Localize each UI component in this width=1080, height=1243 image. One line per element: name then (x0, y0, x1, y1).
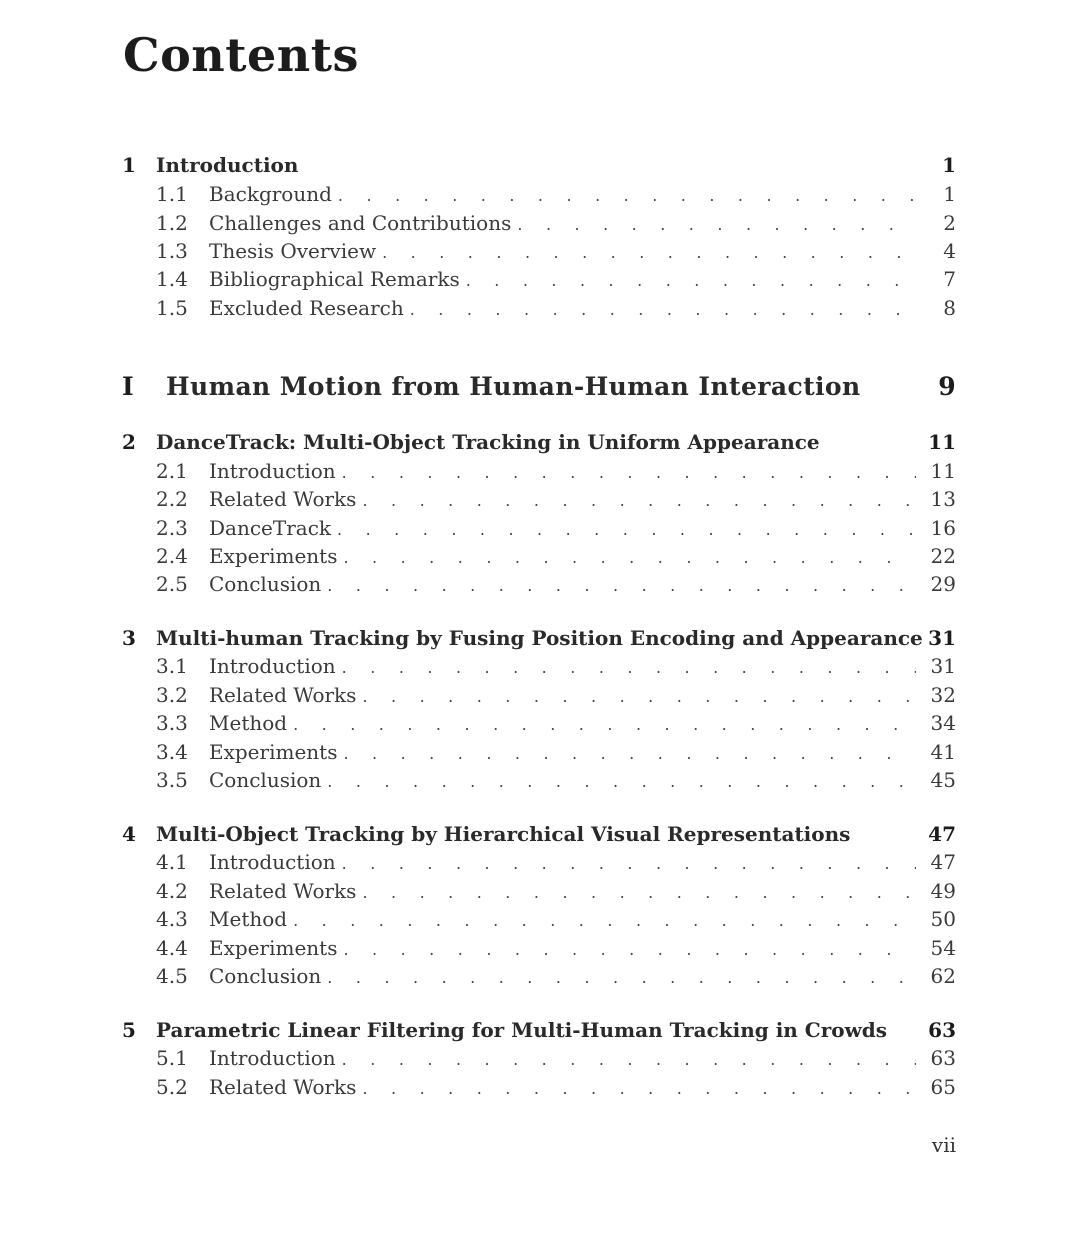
chapter-title: Introduction (156, 153, 299, 177)
section-number: 2.3 (156, 516, 188, 540)
section-title: Introduction (209, 459, 336, 483)
toc-section-2-3[interactable] (122, 514, 956, 542)
page-number: 32 (930, 683, 956, 707)
toc-section-4-2[interactable] (122, 877, 956, 905)
toc-section-1-2[interactable] (122, 209, 956, 237)
leader-dots (342, 1046, 916, 1074)
page-number: 63 (930, 1046, 956, 1070)
chapter-title: Multi-Object Tracking by Hierarchical Visual Representations (156, 822, 851, 846)
page-number: 22 (930, 544, 956, 568)
section-number: 3.1 (156, 654, 188, 678)
section-number: 2.5 (156, 572, 188, 596)
page-number: 34 (930, 711, 956, 735)
toc-chapter-3[interactable] (122, 624, 956, 652)
page-number: 2 (943, 211, 956, 235)
page-number: 11 (930, 459, 956, 483)
page-number: 11 (928, 430, 956, 454)
toc-section-5-1[interactable] (122, 1044, 956, 1072)
toc-section-1-5[interactable] (122, 294, 956, 322)
page-number: 47 (928, 822, 956, 846)
section-number: 3.4 (156, 740, 188, 764)
leader-dots (362, 487, 916, 515)
toc-section-4-1[interactable] (122, 848, 956, 876)
section-title: Method (209, 711, 288, 735)
chapter-title: Parametric Linear Filtering for Multi-Human Tracking in Crowds (156, 1018, 888, 1042)
section-number: 2.2 (156, 487, 188, 511)
chapter-number: 4 (122, 822, 136, 846)
leader-dots (362, 683, 916, 711)
section-number: 1.4 (156, 267, 188, 291)
toc-section-3-4[interactable] (122, 738, 956, 766)
page-number: 45 (930, 768, 956, 792)
page-number: 4 (943, 239, 956, 263)
section-title: Experiments (209, 936, 338, 960)
section-title: Conclusion (209, 572, 322, 596)
section-number: 4.1 (156, 850, 188, 874)
chapter-number: 1 (122, 153, 136, 177)
page-number: 47 (930, 850, 956, 874)
section-number: 2.4 (156, 544, 188, 568)
section-title: Excluded Research (209, 296, 404, 320)
section-title: Experiments (209, 544, 338, 568)
page-title: Contents (123, 28, 359, 82)
section-number: 3.3 (156, 711, 188, 735)
leader-dots (327, 768, 916, 796)
page-number: 54 (930, 936, 956, 960)
page-number: 63 (928, 1018, 956, 1042)
section-number: 1.5 (156, 296, 188, 320)
section-number: 2.1 (156, 459, 188, 483)
leader-dots (342, 654, 916, 682)
section-title: Related Works (209, 879, 357, 903)
section-title: Introduction (209, 1046, 336, 1070)
toc-section-1-1[interactable] (122, 180, 956, 208)
leader-dots (466, 267, 916, 295)
page-number: 49 (930, 879, 956, 903)
chapter-number: 5 (122, 1018, 136, 1042)
page-number: 8 (943, 296, 956, 320)
page-number: 31 (930, 654, 956, 678)
part-number: I (122, 372, 135, 401)
toc-chapter-5[interactable] (122, 1016, 956, 1044)
toc-section-3-3[interactable] (122, 709, 956, 737)
section-number: 4.2 (156, 879, 188, 903)
page-number: 13 (930, 487, 956, 511)
section-title: Challenges and Contributions (209, 211, 512, 235)
section-title: DanceTrack (209, 516, 332, 540)
section-title: Thesis Overview (209, 239, 377, 263)
leader-dots (343, 544, 916, 572)
section-number: 5.2 (156, 1075, 188, 1099)
section-title: Introduction (209, 654, 336, 678)
page-number: 62 (930, 964, 956, 988)
leader-dots (362, 1075, 916, 1103)
toc-section-3-1[interactable] (122, 652, 956, 680)
page-number: 50 (930, 907, 956, 931)
toc-section-3-2[interactable] (122, 681, 956, 709)
toc-section-1-3[interactable] (122, 237, 956, 265)
leader-dots (342, 850, 916, 878)
page-number: 29 (930, 572, 956, 596)
section-title: Related Works (209, 487, 357, 511)
toc-section-4-3[interactable] (122, 905, 956, 933)
section-number: 3.5 (156, 768, 188, 792)
toc-section-1-4[interactable] (122, 265, 956, 293)
leader-dots (410, 296, 916, 324)
chapter-number: 2 (122, 430, 136, 454)
toc-chapter-1[interactable] (122, 151, 956, 179)
page-number: 7 (943, 267, 956, 291)
section-number: 4.4 (156, 936, 188, 960)
toc-section-4-5[interactable] (122, 962, 956, 990)
page-number: 41 (930, 740, 956, 764)
section-number: 1.3 (156, 239, 188, 263)
toc-section-2-2[interactable] (122, 485, 956, 513)
section-number: 5.1 (156, 1046, 188, 1070)
chapter-title: Multi-human Tracking by Fusing Position Encoding and Appearance (156, 626, 923, 650)
toc-chapter-4[interactable] (122, 820, 956, 848)
page-folio: vii (931, 1133, 956, 1157)
leader-dots (293, 711, 916, 739)
page-number: 1 (942, 153, 956, 177)
page-number: 31 (928, 626, 956, 650)
section-number: 4.3 (156, 907, 188, 931)
section-title: Related Works (209, 683, 357, 707)
leader-dots (337, 516, 916, 544)
toc-chapter-2[interactable] (122, 428, 956, 456)
leader-dots (343, 936, 916, 964)
page-number: 16 (930, 516, 956, 540)
section-title: Related Works (209, 1075, 357, 1099)
chapter-title: DanceTrack: Multi-Object Tracking in Uniform Appearance (156, 430, 820, 454)
section-title: Experiments (209, 740, 338, 764)
page-number: 9 (938, 372, 956, 401)
toc-section-4-4[interactable] (122, 934, 956, 962)
toc-section-2-4[interactable] (122, 542, 956, 570)
toc-section-2-5[interactable] (122, 570, 956, 598)
section-number: 3.2 (156, 683, 188, 707)
section-title: Bibliographical Remarks (209, 267, 460, 291)
section-number: 1.1 (156, 182, 188, 206)
toc-part-1[interactable] (122, 370, 956, 404)
part-title: Human Motion from Human-Human Interaction (166, 372, 861, 401)
leader-dots (362, 879, 916, 907)
section-title: Introduction (209, 850, 336, 874)
toc-section-2-1[interactable] (122, 457, 956, 485)
toc-section-5-2[interactable] (122, 1073, 956, 1101)
section-title: Background (209, 182, 332, 206)
leader-dots (338, 182, 916, 210)
leader-dots (343, 740, 916, 768)
chapter-number: 3 (122, 626, 136, 650)
section-number: 1.2 (156, 211, 188, 235)
section-title: Conclusion (209, 768, 322, 792)
leader-dots (342, 459, 916, 487)
section-title: Conclusion (209, 964, 322, 988)
leader-dots (517, 211, 916, 239)
leader-dots (382, 239, 916, 267)
leader-dots (327, 964, 916, 992)
leader-dots (293, 907, 916, 935)
toc-section-3-5[interactable] (122, 766, 956, 794)
page-number: 65 (930, 1075, 956, 1099)
page-number: 1 (943, 182, 956, 206)
section-title: Method (209, 907, 288, 931)
section-number: 4.5 (156, 964, 188, 988)
leader-dots (327, 572, 916, 600)
